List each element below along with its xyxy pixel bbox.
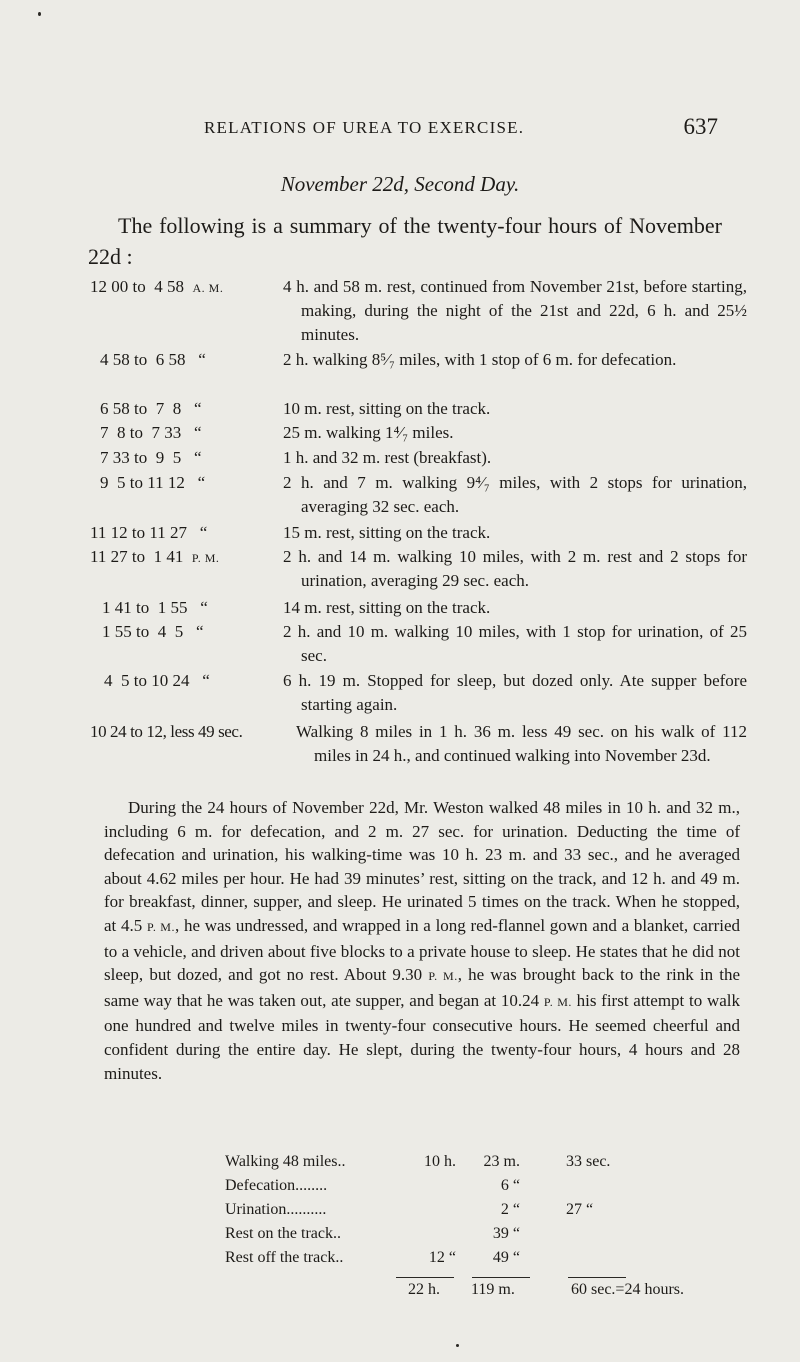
minutes-cell: 6 “ (500, 1177, 520, 1194)
table-row (0, 1222, 800, 1246)
schedule-time: 6 58 to 7 8 “ (100, 399, 202, 418)
row-label: Walking 48 miles.. (225, 1153, 346, 1170)
table-row (0, 1246, 800, 1270)
schedule-description: 14 m. rest, sitting on the track. (283, 598, 491, 617)
schedule-description: 2 h. and 10 m. walking 10 miles, with 1 stop for urination, of 25 sec. (283, 622, 747, 665)
running-head: RELATIONS OF UREA TO EXERCISE. (204, 118, 525, 137)
schedule-time: 4 5 to 10 24 “ (104, 671, 210, 690)
schedule-time: 7 8 to 7 33 “ (100, 423, 202, 442)
schedule-time: 7 33 to 9 5 “ (100, 448, 202, 467)
schedule-description: 4 h. and 58 m. rest, continued from November 21st, before starting, making, during the night of the 21st and 22d, 6 h. and 25½ minutes. (283, 277, 747, 344)
paper-speck (456, 1344, 459, 1347)
hours-cell: 10 h. (424, 1153, 456, 1170)
schedule-description: 2 h. and 14 m. walking 10 miles, with 2 m. rest and 2 stops for urination, averaging 29 sec. each. (283, 547, 747, 590)
schedule-description: 1 h. and 32 m. rest (breakfast). (283, 448, 492, 467)
table-total-row (0, 1278, 800, 1302)
total-hours: 22 h. (408, 1281, 440, 1298)
minutes-cell: 39 “ (492, 1225, 520, 1242)
page-number: 637 (683, 114, 718, 139)
schedule-time: 1 41 to 1 55 “ (102, 598, 208, 617)
table-row (0, 1150, 800, 1174)
schedule-time: 4 58 to 6 58 “ (100, 350, 206, 369)
schedule-description: 15 m. rest, sitting on the track. (283, 523, 491, 542)
total-minutes: 119 m. (471, 1281, 515, 1298)
row-label: Defecation........ (225, 1177, 328, 1194)
schedule-description: 2 h. walking 8⁵⁄₇ miles, with 1 stop of 6 m. for defecation. (283, 350, 677, 369)
schedule-time: 12 00 to 4 58 A. M. (90, 277, 224, 296)
schedule-description: 2 h. and 7 m. walking 9⁴⁄₇ miles, with 2 stops for urination, averaging 32 sec. each. (283, 473, 747, 516)
minutes-cell: 49 “ (492, 1249, 520, 1266)
row-label: Urination.......... (225, 1201, 327, 1218)
schedule-time: 1 55 to 4 5 “ (102, 622, 204, 641)
seconds-cell: 33 sec. (566, 1153, 611, 1170)
total-seconds: 60 sec.=24 hours. (571, 1281, 685, 1298)
section-title: November 22d, Second Day. (280, 172, 520, 196)
minutes-cell: 2 “ (500, 1201, 520, 1218)
schedule-description: 10 m. rest, sitting on the track. (283, 399, 491, 418)
seconds-cell: 27 “ (566, 1201, 594, 1218)
schedule-time: 11 27 to 1 41 P. M. (90, 547, 220, 566)
hours-cell: 12 “ (428, 1249, 456, 1266)
intro-text: The following is a summary of the twenty-four hours of November 22d : (88, 213, 722, 269)
schedule-description: 6 h. 19 m. Stopped for sleep, but dozed only. Ate supper before starting again. (283, 671, 747, 714)
schedule-description: Walking 8 miles in 1 h. 36 m. less 49 sec. on his walk of 112 miles in 24 h., and continued walking into November 23d. (296, 722, 747, 765)
schedule-time: 11 12 to 11 27 “ (90, 523, 208, 542)
minutes-cell: 23 m. (483, 1153, 520, 1170)
row-label: Rest on the track.. (225, 1225, 341, 1242)
schedule-time: 9 5 to 11 12 “ (100, 473, 206, 492)
paper-speck (38, 12, 41, 16)
row-label: Rest off the track.. (225, 1249, 344, 1266)
schedule-time: 10 24 to 12, less 49 sec. (90, 722, 243, 741)
table-row (0, 1198, 800, 1222)
summary-paragraph: During the 24 hours of November 22d, Mr. Weston walked 48 miles in 10 h. and 32 m., including 6 m. for defecation, and 2 m. 27 sec. for urination. Deducting the time of defecation and urination, his walking-time was 10 h. 23 m. and 33 sec., and he averaged about 4.62 miles per hour. He had 39 minutes’ rest, sitting on the track, and 12 h. and 49 m. for breakfast, dinner, supper, and sleep. He urinated 5 times on the track. When he stopped, at 4.5 P. M., he was undressed, and wrapped in a long red-flannel gown and a blanket, carried to a vehicle, and driven about five blocks to a private house to sleep. He states that he did not sleep, but dozed, and got no rest. About 9.30 P. M., he was brought back to the rink in the same way that he was taken out, ate supper, and began at 10.24 P. M. his first attempt to walk one hundred and twelve miles in twenty-four consecutive hours. He seemed cheerful and confident during the entire day. He slept, during the twenty-four hours, 4 hours and 28 minutes. (104, 798, 741, 1083)
intro-paragraph (88, 210, 722, 272)
table-row (0, 1174, 800, 1198)
schedule-description: 25 m. walking 1⁴⁄₇ miles. (283, 423, 454, 442)
